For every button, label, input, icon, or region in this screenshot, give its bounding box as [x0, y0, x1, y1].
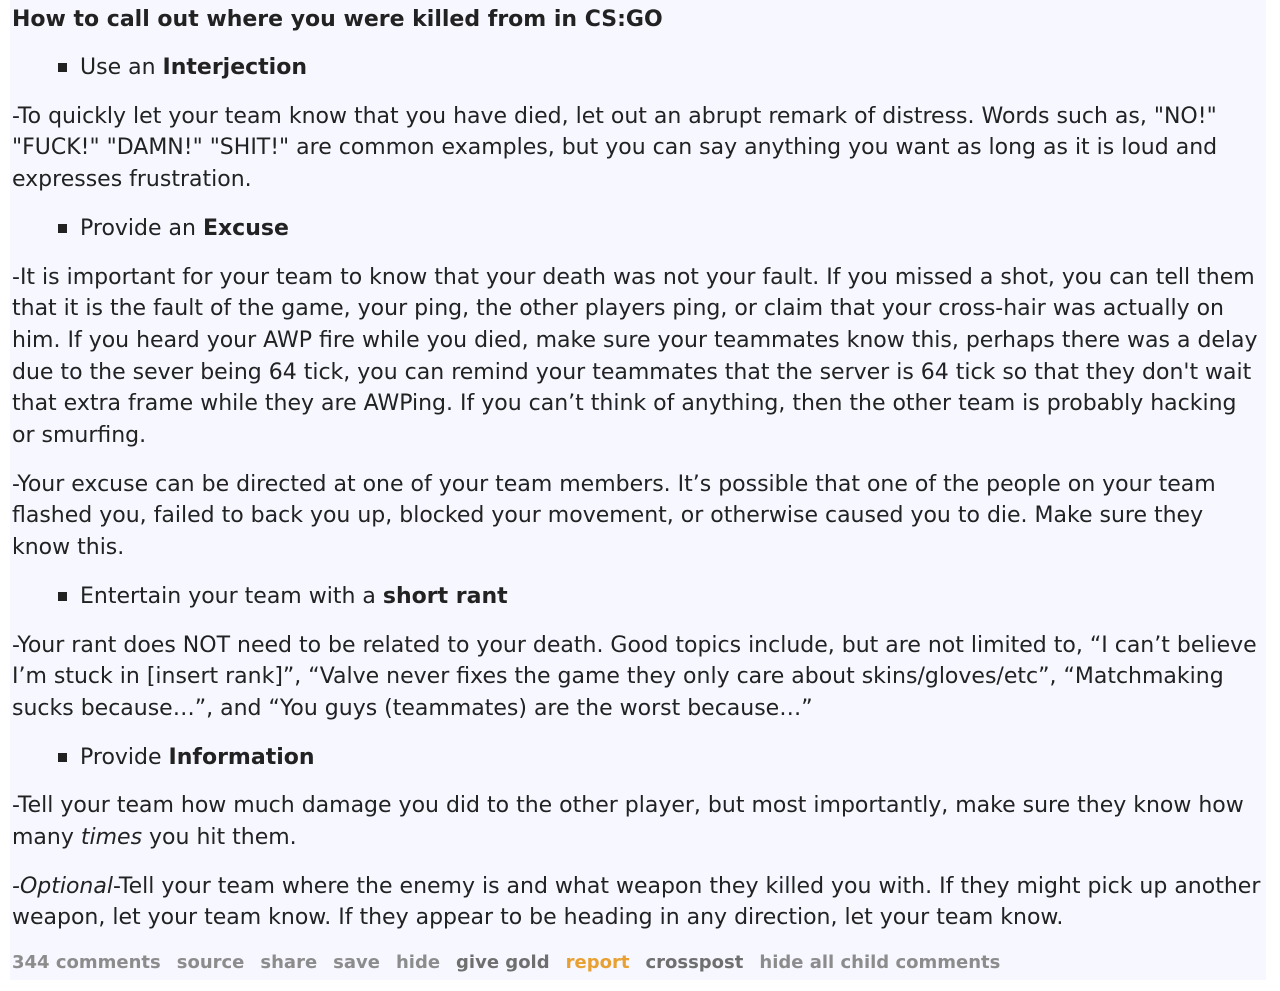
bullet-information	[58, 742, 1266, 774]
text-segment: -Tell your team how much damage you did to the other player, but most importantly, make sure they know how many	[12, 793, 1244, 851]
source-link[interactable]: source	[176, 952, 245, 973]
comment-body	[10, 0, 1266, 980]
bullet-square-icon	[58, 224, 67, 233]
paragraph-excuse-teammates: -Your excuse can be directed at one of your team members. It’s possible that one of the people on your team flashed you, failed to back you up, blocked your movement, or otherwise caused you to die. Make sure they know this.	[12, 471, 1216, 561]
text-segment: -Tell your team where the enemy is and what weapon they killed you with. If they might pick up another weapon, let your team know. If they appear to be heading in any direction, let your team know.	[12, 873, 1261, 931]
bullet-bold: short rant	[382, 583, 508, 609]
post-title: How to call out where you were killed from in CS:GO	[12, 7, 663, 32]
report-link[interactable]: report	[565, 952, 630, 973]
bullet-prefix: Provide	[80, 744, 162, 770]
paragraph-interjection: -To quickly let your team know that you have died, let out an abrupt remark of distress. Words such as, "NO!" "FUCK!" "DAMN!" "SHIT!" are common examples, but you can say anything you want as long as it is loud and expresses frustration.	[12, 103, 1218, 193]
italic-text: times	[80, 825, 143, 851]
give-gold-link[interactable]: give gold	[456, 952, 550, 973]
paragraph-information	[12, 790, 1266, 853]
comment-content	[10, 0, 1266, 934]
hide-child-comments-link[interactable]: hide all child comments	[759, 952, 1001, 973]
bullet-square-icon	[58, 63, 67, 72]
text-segment: you hit them.	[142, 825, 297, 851]
italic-text: -Optional	[12, 873, 113, 899]
bullet-prefix: Use an	[80, 55, 156, 80]
paragraph-excuse: -It is important for your team to know that your death was not your fault. If you missed a shot, you can tell them that it is the fault of the game, your ping, the other players ping, or claim that your cross-hair was actually on him. If you heard your AWP fire while you died, make sure your teammates know this, perhaps there was a delay due to the sever being 64 tick, you can remind your teammates that the server is 64 tick so that they don't wait that extra frame while they are AWPing. If you can’t think of anything, then the other team is probably hacking or smurfing.	[12, 264, 1258, 449]
bullet-excuse	[58, 213, 1266, 245]
bullet-short-rant	[58, 581, 1266, 613]
comment-footer-links	[12, 952, 1016, 973]
bullet-bold: Interjection	[162, 55, 308, 80]
crosspost-link[interactable]: crosspost	[645, 952, 744, 973]
save-link[interactable]: save	[333, 952, 380, 973]
paragraph-optional	[12, 871, 1266, 934]
comments-link[interactable]: 344 comments	[12, 952, 161, 973]
bullet-bold: Information	[168, 744, 315, 770]
bullet-interjection	[58, 52, 1266, 84]
bullet-square-icon	[58, 753, 67, 762]
share-link[interactable]: share	[260, 952, 318, 973]
hide-link[interactable]: hide	[395, 952, 441, 973]
paragraph-rant: -Your rant does NOT need to be related to your death. Good topics include, but are not limited to, “I can’t believe I’m stuck in [insert rank]”, “Valve never fixes the game they only care about skins/gloves/etc”, “Matchmaking sucks because…”, and “You guys (teammates) are the worst because…”	[12, 632, 1257, 721]
bullet-bold: Excuse	[202, 215, 289, 241]
bullet-square-icon	[58, 592, 67, 601]
bullet-prefix: Provide an	[80, 215, 196, 241]
bullet-prefix: Entertain your team with a	[80, 583, 376, 609]
